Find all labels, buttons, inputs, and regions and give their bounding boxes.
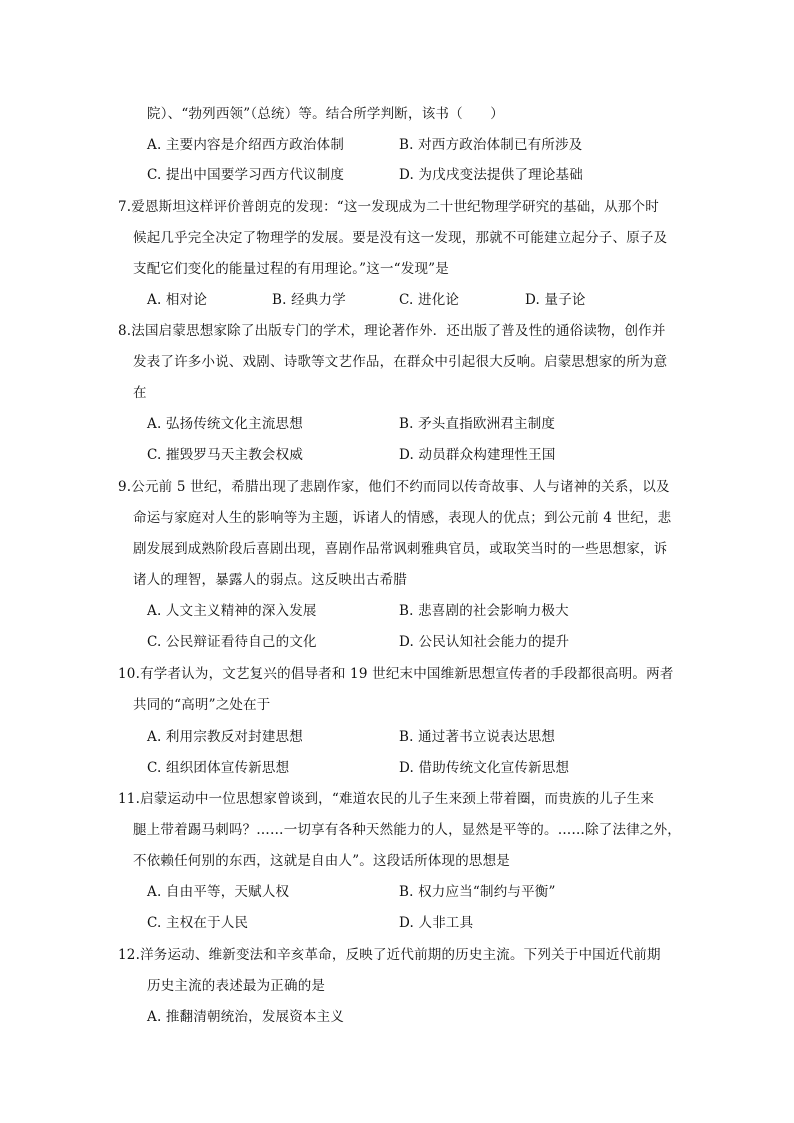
question-8-text-line: 发表了许多小说、戏剧、诗歌等文艺作品，在群众中引起很大反响。启蒙思想家的所为意 [133,354,668,370]
question-11-text-line: 腿上带着踢马刺吗？……一切享有各种天然能力的人，显然是平等的。……除了法律之外， [133,822,681,838]
question-9-option-c[interactable]: C. 公民辩证看待自己的文化 [147,634,317,650]
question-9-text-line: 9.公元前 5 世纪，希腊出现了悲剧作家，他们不约而同以传奇故事、人与诸神的关系，以及 [118,479,670,495]
question-10-option-d[interactable]: D. 借助传统文化宣传新思想 [399,760,570,776]
question-9-option-b[interactable]: B. 悲喜剧的社会影响力极大 [399,603,569,619]
question-11-text-line: 不依赖任何别的东西，这就是自由人”。这段话所体现的思想是 [133,853,511,869]
question-6-text-line: 院）、“勃列西领”（总统）等。结合所学判断，该书（ ） [147,106,504,122]
question-8-text-line: 8.法国启蒙思想家除了出版专门的学术，理论著作外．还出版了普及性的通俗读物，创作并 [118,323,666,339]
question-12-text-line: 12.洋务运动、维新变法和辛亥革命，反映了近代前期的历史主流。下列关于中国近代前期 [118,947,661,963]
question-11-option-b[interactable]: B. 权力应当“制约与平衡” [399,884,556,900]
question-10-option-b[interactable]: B. 通过著书立说表达思想 [399,729,556,745]
question-7-option-b[interactable]: B. 经典力学 [272,292,346,308]
question-7-text-line: 支配它们变化的能量过程的有用理论。”这一“发现”是 [133,261,449,277]
question-7-text-line: 候起几乎完全决定了物理学的发展。要是没有这一发现，那就不可能建立起分子、原子及 [133,230,668,246]
question-8-option-b[interactable]: B. 矛头直指欧洲君主制度 [399,416,556,432]
question-12-text-line: 历史主流的表述最为正确的是 [147,978,326,994]
question-8-option-d[interactable]: D. 动员群众构建理性王国 [399,447,556,463]
question-10-text-line: 共同的“高明”之处在于 [133,697,271,713]
question-8-text-line: 在 [133,385,147,401]
question-9-option-d[interactable]: D. 公民认知社会能力的提升 [399,634,570,650]
question-9-text-line: 命运与家庭对人生的影响等为主题，诉诸人的情感，表现人的优点；到公元前 4 世纪，悲 [133,510,672,526]
question-7-option-a[interactable]: A. 相对论 [147,292,208,308]
question-11-option-c[interactable]: C. 主权在于人民 [147,915,249,931]
question-11-text-line: 11.启蒙运动中一位思想家曾谈到，“难道农民的儿子生来颈上带着圈，而贵族的儿子生来 [118,791,655,807]
question-7-option-d[interactable]: D. 量子论 [525,292,586,308]
question-7-text-line: 7.爱恩斯坦这样评价普朗克的发现：“这一发现成为二十世纪物理学研究的基础，从那个时 [118,199,659,215]
question-9-text-line: 诸人的理智，暴露人的弱点。这反映出古希腊 [133,572,407,588]
question-10-text-line: 10.有学者认为，文艺复兴的倡导者和 19 世纪末中国维新思想宣传者的手段都很高明。两者 [118,666,674,682]
question-6-option-d[interactable]: D. 为戊戌变法提供了理论基础 [399,167,583,183]
question-6-option-c[interactable]: C. 提出中国要学习西方代议制度 [147,167,345,183]
question-9-text-line: 剧发展到成熟阶段后喜剧出现，喜剧作品常讽刺雅典官员，或取笑当时的一些思想家，诉 [133,541,668,557]
question-8-option-c[interactable]: C. 摧毁罗马天主教会权威 [147,447,304,463]
question-10-option-a[interactable]: A. 利用宗教反对封建思想 [147,729,303,745]
question-9-option-a[interactable]: A. 人文主义精神的深入发展 [147,603,317,619]
question-8-option-a[interactable]: A. 弘扬传统文化主流思想 [147,416,303,432]
question-6-option-a[interactable]: A. 主要内容是介绍西方政治体制 [147,137,345,153]
question-6-option-b[interactable]: B. 对西方政治体制已有所涉及 [399,137,583,153]
question-7-option-c[interactable]: C. 进化论 [399,292,460,308]
question-10-option-c[interactable]: C. 组织团体宣传新思想 [147,760,290,776]
question-11-option-a[interactable]: A. 自由平等，天赋人权 [147,884,290,900]
question-11-option-d[interactable]: D. 人非工具 [399,915,474,931]
question-12-option-a[interactable]: A. 推翻清朝统治，发展资本主义 [147,1009,345,1025]
